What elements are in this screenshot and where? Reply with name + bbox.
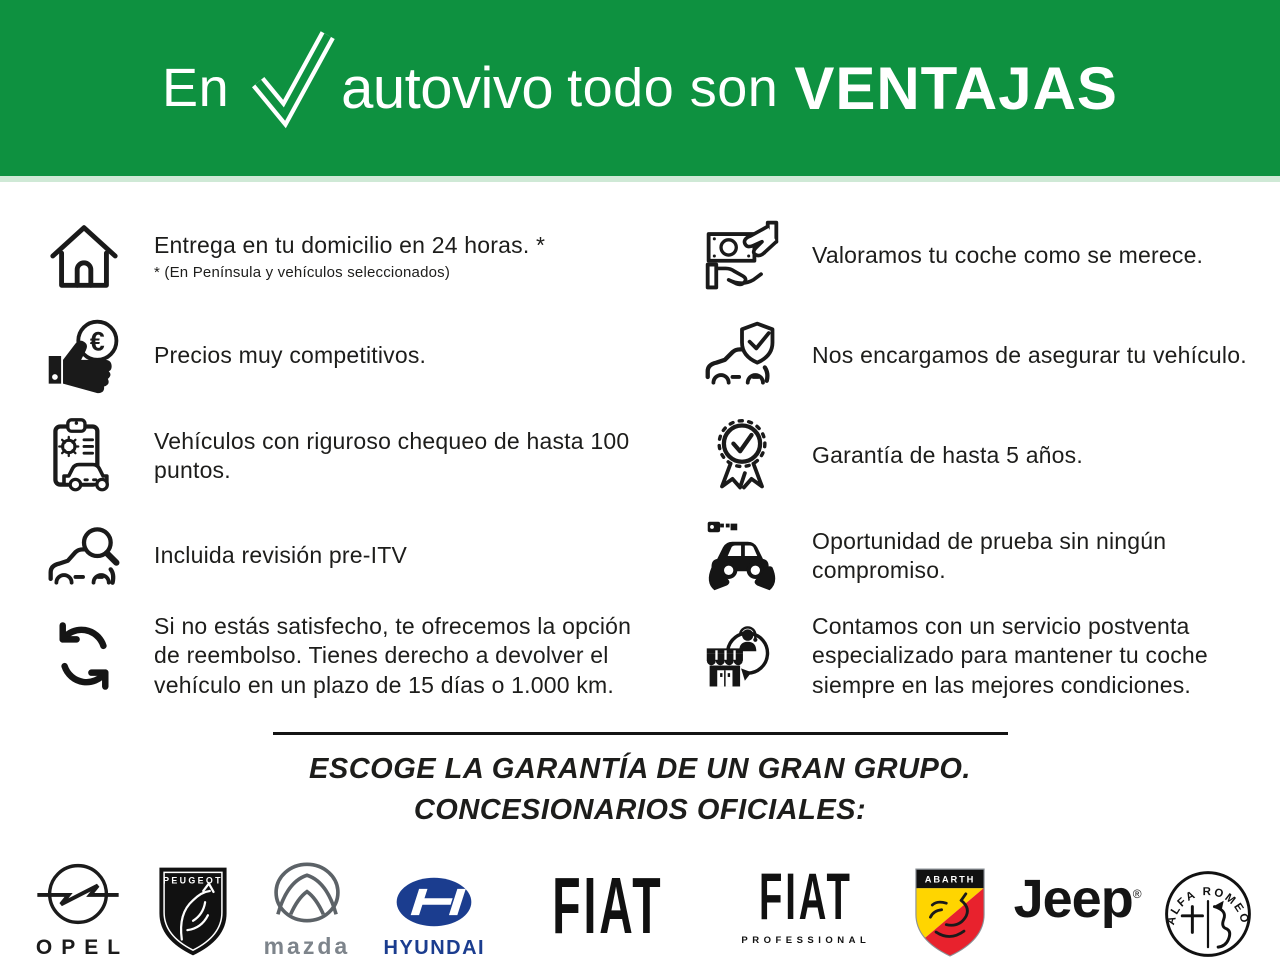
brand-jeep	[1014, 852, 1141, 960]
section-divider	[273, 732, 1008, 735]
opel-logo-icon	[26, 857, 130, 931]
benefits-grid	[0, 182, 1280, 706]
opel-wordmark: OPEL	[35, 936, 130, 960]
benefit-insurance	[700, 316, 1260, 396]
hyundai-logo-icon	[378, 872, 490, 932]
brand-mazda	[257, 852, 357, 960]
benefit-car-valuation	[700, 215, 1260, 297]
jeep-registered-mark: ®	[1132, 887, 1141, 902]
benefit-note: * (En Península y vehículos seleccionados)	[154, 263, 451, 281]
inspection-checklist-icon	[42, 416, 126, 496]
svg-text:ABARTH: ABARTH	[924, 874, 976, 885]
benefit-pre-itv	[42, 516, 642, 596]
header-banner	[0, 0, 1280, 182]
benefit-text: Nos encargamos de asegurar tu vehículo.	[812, 342, 1247, 369]
header-emphasis-text: VENTAJAS	[794, 54, 1118, 122]
thumbs-up-euro-icon	[42, 315, 126, 397]
fiat-professional-sub: PROFESSIONAL	[741, 935, 871, 947]
svg-text:ALFA ROMEO: ALFA ROMEO	[1165, 886, 1251, 927]
benefit-aftersales	[700, 612, 1260, 700]
brand-logos-row	[0, 848, 1280, 960]
benefit-inspection	[42, 416, 642, 496]
svg-text:PEUGEOT: PEUGEOT	[163, 875, 224, 886]
refund-arrows-icon	[42, 619, 126, 693]
hand-money-icon	[700, 215, 784, 297]
fiat-professional-wordmark: FIAT	[758, 859, 853, 934]
hyundai-wordmark: HYUNDAI	[383, 937, 486, 960]
test-drive-icon	[700, 516, 784, 596]
car-shield-icon	[700, 316, 784, 396]
section-title-line2: CONCESIONARIOS OFICIALES:	[413, 793, 867, 826]
car-magnifier-icon	[42, 516, 126, 596]
benefit-text: Entrega en tu domicilio en 24 horas. *	[154, 232, 546, 259]
alfa-romeo-logo-icon	[1162, 868, 1254, 960]
benefit-refund	[42, 612, 642, 700]
brand-peugeot	[151, 852, 235, 960]
header-middle-text: todo son	[567, 58, 779, 118]
brand-opel	[26, 852, 130, 960]
brand-fiat	[512, 852, 704, 960]
checkmark-logo-icon	[245, 27, 339, 146]
benefit-text: Precios muy competitivos.	[154, 342, 427, 369]
benefit-text: Vehículos con riguroso chequeo de hasta 100 puntos.	[154, 427, 630, 483]
brand-hyundai	[378, 852, 490, 960]
benefit-competitive-prices	[42, 315, 642, 397]
aftersales-store-icon	[700, 616, 784, 696]
benefit-text: Valoramos tu coche como se merece.	[812, 242, 1204, 269]
brand-fiat-professional	[725, 852, 887, 960]
benefit-warranty	[700, 416, 1260, 496]
section-title	[0, 749, 1280, 830]
benefit-home-delivery	[42, 217, 642, 295]
peugeot-logo-icon	[151, 863, 235, 960]
warranty-badge-icon	[700, 416, 784, 496]
header-prefix: En	[162, 58, 230, 118]
brand-wordmark: autovivo	[341, 55, 554, 121]
benefit-text: Contamos con un servicio postventa especializado para mantener tu coche siempre en las mejores condiciones.	[812, 612, 1208, 698]
svg-text:€: €	[89, 326, 105, 357]
benefit-text: Garantía de hasta 5 años.	[812, 442, 1083, 469]
benefit-test-drive	[700, 516, 1260, 596]
brand-abarth	[908, 852, 992, 960]
fiat-wordmark: FIAT	[552, 861, 664, 951]
jeep-wordmark: Jeep®	[1013, 869, 1141, 930]
benefit-text: Oportunidad de prueba sin ningún compromiso.	[812, 527, 1167, 583]
section-title-line1: ESCOGE LA GARANTÍA DE UN GRAN GRUPO.	[309, 753, 971, 785]
benefit-text: Si no estás satisfecho, te ofrecemos la opción de reembolso. Tienes derecho a devolver el vehículo en un plazo de 15 días o 1.000 km.	[154, 612, 632, 698]
abarth-logo-icon	[908, 865, 992, 960]
benefit-text: Incluida revisión pre-ITV	[154, 542, 407, 569]
mazda-logo-icon	[257, 857, 357, 928]
brand-alfa-romeo	[1162, 852, 1254, 960]
home-delivery-icon	[42, 217, 126, 295]
mazda-wordmark: mazda	[263, 933, 351, 960]
